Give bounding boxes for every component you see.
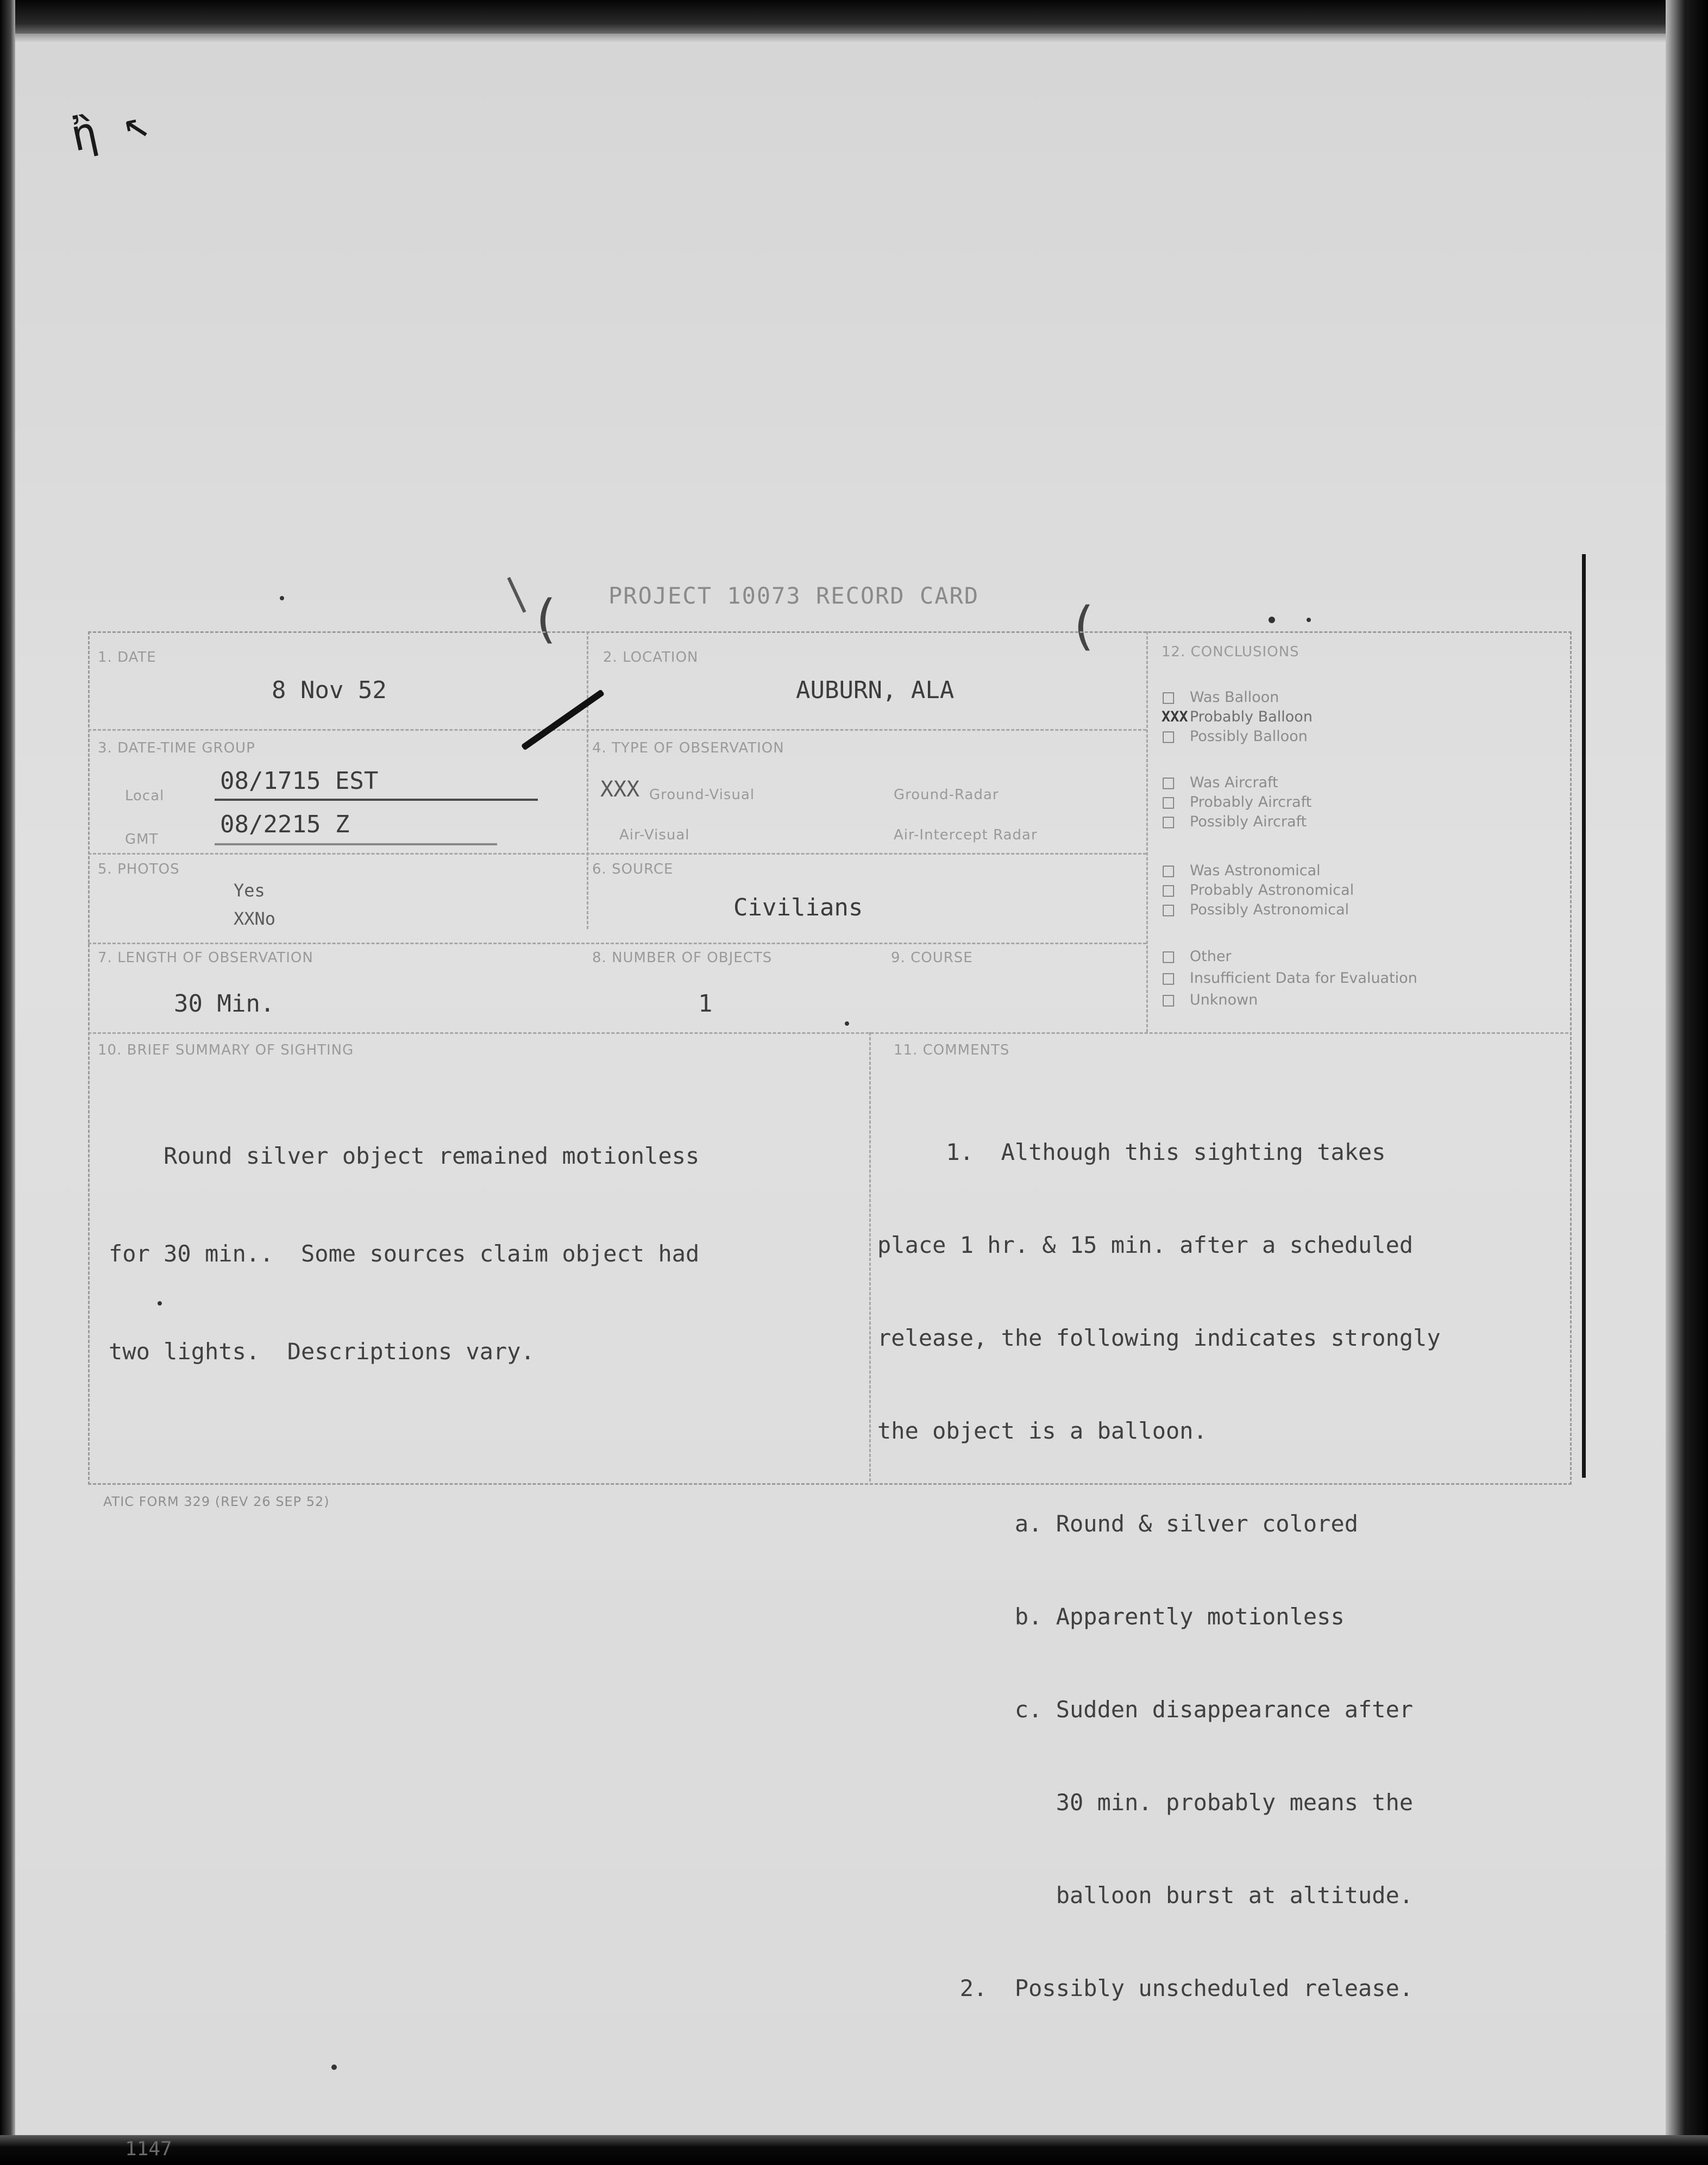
local-value: 08/1715 EST <box>220 767 379 795</box>
comments-line: c. Sudden disappearance after <box>877 1696 1414 1723</box>
checkbox-icon: □ <box>1161 901 1176 918</box>
photos-label: 5. PHOTOS <box>98 861 180 877</box>
checkbox-icon: □ <box>1161 774 1176 791</box>
date-label: 1. DATE <box>98 649 156 666</box>
checkbox-icon: □ <box>1161 882 1176 899</box>
gmt-label: GMT <box>125 831 159 848</box>
summary-line: for 30 min.. Some sources claim object had <box>109 1240 700 1267</box>
speck-dot <box>331 2064 337 2070</box>
observation-selected-mark: XXX <box>600 777 640 802</box>
location-value: AUBURN, ALA <box>796 676 955 704</box>
checkbox-icon: □ <box>1161 991 1176 1008</box>
film-border-top <box>0 0 1708 34</box>
divider <box>88 943 1146 944</box>
conclusion-probably-astronomical: □ Probably Astronomical <box>1161 882 1354 899</box>
conclusion-possibly-aircraft: □ Possibly Aircraft <box>1161 813 1307 830</box>
gmt-value: 08/2215 Z <box>220 811 350 838</box>
datetime-label: 3. DATE-TIME GROUP <box>98 740 255 756</box>
checkbox-icon: □ <box>1161 689 1176 706</box>
divider <box>869 1032 871 1482</box>
film-border-right <box>1666 0 1708 2165</box>
card-edge-bar <box>1582 554 1586 1478</box>
objects-value: 1 <box>698 990 713 1018</box>
speck-dot <box>158 1301 162 1306</box>
photos-yes: Yes <box>234 880 265 901</box>
local-underline <box>215 799 538 801</box>
checkbox-icon: □ <box>1161 813 1176 830</box>
date-value: 8 Nov 52 <box>272 676 387 704</box>
right-bracket-mark: ( <box>1068 597 1099 656</box>
obs-ground-visual: Ground-Visual <box>649 787 755 803</box>
gmt-underline <box>215 843 497 845</box>
conclusion-unknown: □ Unknown <box>1161 991 1258 1008</box>
comments-line: b. Apparently motionless <box>877 1603 1345 1630</box>
checked-mark-icon: XXX <box>1161 708 1188 725</box>
film-border-left <box>0 0 15 2165</box>
comments-line: release, the following indicates strongly <box>877 1325 1441 1351</box>
conclusion-probably-aircraft: □ Probably Aircraft <box>1161 794 1312 811</box>
summary-line: Round silver object remained motionless <box>109 1143 700 1169</box>
conclusion-other: □ Other <box>1161 948 1232 965</box>
comments-line: 30 min. probably means the <box>877 1789 1414 1816</box>
checkbox-icon: □ <box>1161 728 1176 745</box>
obs-ground-radar: Ground-Radar <box>894 787 999 803</box>
speck-dot <box>280 596 284 600</box>
film-frame-id: 1147 <box>125 2138 172 2160</box>
comments-line: balloon burst at altitude. <box>877 1882 1414 1909</box>
summary-line: two lights. Descriptions vary. <box>109 1338 535 1365</box>
divider <box>88 729 1146 731</box>
checkbox-icon: □ <box>1161 948 1176 965</box>
speck-dot <box>845 1021 849 1026</box>
conclusion-was-astronomical: □ Was Astronomical <box>1161 862 1321 879</box>
location-label: 2. LOCATION <box>603 649 699 666</box>
photos-no: XXNo <box>234 908 276 929</box>
conclusion-was-balloon: □ Was Balloon <box>1161 689 1279 706</box>
divider <box>587 631 588 929</box>
conclusions-label: 12. CONCLUSIONS <box>1161 644 1299 660</box>
comments-line: a. Round & silver colored <box>877 1510 1359 1537</box>
divider <box>88 1032 1568 1034</box>
source-value: Civilians <box>733 894 863 921</box>
checkbox-icon: □ <box>1161 794 1176 811</box>
film-border-bottom <box>0 2135 1708 2165</box>
conclusion-insufficient-data: □ Insufficient Data for Evaluation <box>1161 970 1417 987</box>
left-bracket-mark: ( <box>530 589 561 649</box>
comments-text <box>877 1075 1441 2035</box>
comments-line: the object is a balloon. <box>877 1417 1207 1444</box>
form-number: ATIC FORM 329 (REV 26 SEP 52) <box>103 1494 330 1509</box>
card-title: PROJECT 10073 RECORD CARD <box>608 582 979 609</box>
divider <box>88 853 1146 855</box>
length-label: 7. LENGTH OF OBSERVATION <box>98 950 313 966</box>
comments-line: 2. Possibly unscheduled release. <box>877 1975 1414 2001</box>
observation-label: 4. TYPE OF OBSERVATION <box>592 740 784 756</box>
course-label: 9. COURSE <box>891 950 973 966</box>
conclusion-possibly-astronomical: □ Possibly Astronomical <box>1161 901 1349 918</box>
speck-dot <box>1307 618 1311 622</box>
comments-line: 1. Although this sighting takes <box>877 1139 1386 1165</box>
film-border-top-fade <box>0 34 1708 43</box>
summary-text <box>109 1075 858 1401</box>
checkbox-icon: □ <box>1161 862 1176 879</box>
conclusion-was-aircraft: □ Was Aircraft <box>1161 774 1278 791</box>
conclusion-possibly-balloon: □ Possibly Balloon <box>1161 728 1308 745</box>
checkbox-icon: □ <box>1161 970 1176 987</box>
comments-line: place 1 hr. & 15 min. after a scheduled <box>877 1232 1414 1258</box>
summary-label: 10. BRIEF SUMMARY OF SIGHTING <box>98 1042 354 1058</box>
obs-air-intercept: Air-Intercept Radar <box>894 827 1038 843</box>
local-label: Local <box>125 788 165 804</box>
source-label: 6. SOURCE <box>592 861 674 877</box>
conclusion-probably-balloon: XXX Probably Balloon <box>1161 708 1313 725</box>
corner-handwritten-mark: ἢ ↖ <box>66 95 154 162</box>
obs-air-visual: Air-Visual <box>619 827 690 843</box>
divider <box>1146 631 1148 1032</box>
objects-label: 8. NUMBER OF OBJECTS <box>592 950 773 966</box>
comments-label: 11. COMMENTS <box>894 1042 1010 1058</box>
length-value: 30 Min. <box>174 990 275 1018</box>
speck-dot <box>1269 617 1275 623</box>
